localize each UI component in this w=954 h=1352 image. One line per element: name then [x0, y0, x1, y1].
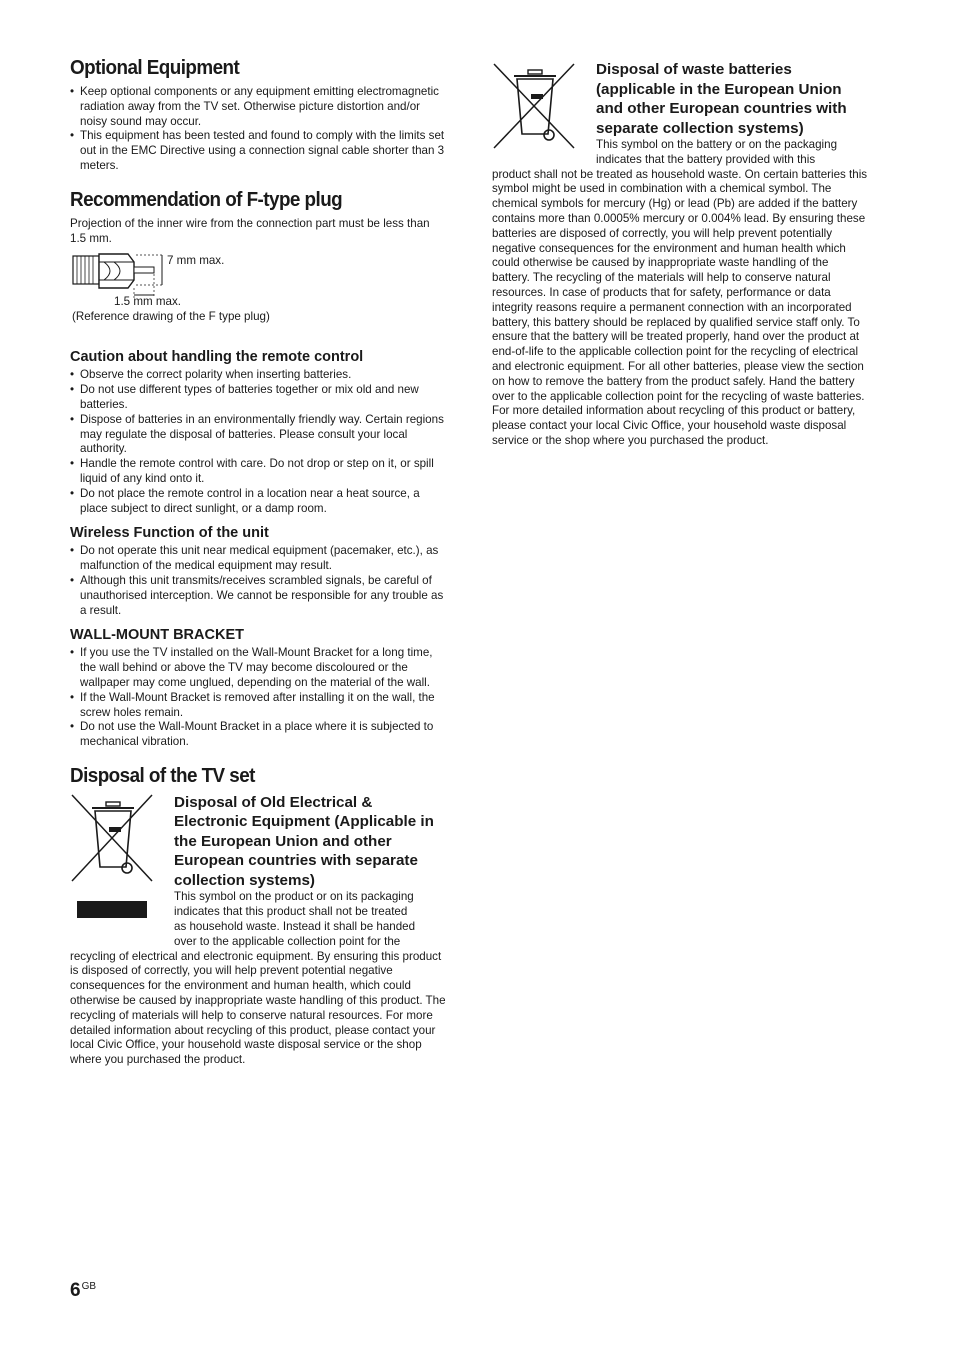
disposal-tv-section: [70, 793, 448, 1068]
battery-disposal-text-line: This symbol on the battery or on the packaging: [596, 138, 838, 151]
page-suffix: GB: [81, 1281, 97, 1292]
f-type-plug-heading: Recommendation of F-type plug: [70, 187, 343, 211]
list-item: • This equipment has been tested and found to comply with the limits set out in the EMC Directive using a connection signal cable shorter than 3 meters.: [70, 129, 448, 173]
list-item: • If you use the TV installed on the Wall-Mount Bracket for a long time, the wall behind or above the TV may become discoloured or the wallpaper may come unglued, depending on the material of the wall.: [70, 646, 448, 690]
list-item: • Do not operate this unit near medical equipment (pacemaker, etc.), as malfunction of the medical equipment may result.: [70, 544, 448, 574]
disposal-tv-heading: Disposal of the TV set: [70, 763, 255, 787]
wall-mount-list: [70, 646, 448, 750]
remote-caution-heading: Caution about handling the remote control: [70, 349, 364, 366]
disposal-tv-text-line: indicates that this product shall not be treated: [174, 905, 408, 919]
list-item: • Dispose of batteries in an environmentally friendly way. Certain regions may regulate the disposal of batteries. Please consult your local authority.: [70, 413, 448, 457]
battery-disposal-subheading: Disposal of waste batteries (applicable in the European Union and other European countries with separate collection systems): [596, 61, 847, 137]
list-item: • Although this unit transmits/receives scrambled signals, be careful of unauthorised interception. We cannot be responsible for any trouble as a result.: [70, 574, 448, 618]
f-type-plug-drawing: [70, 252, 448, 340]
crossed-bin-icon: [492, 60, 578, 152]
disposal-tv-text-line: This symbol on the product or on its packaging: [174, 890, 414, 904]
remote-caution-list: [70, 368, 448, 516]
list-item: • Handle the remote control with care. Do not drop or step on it, or spill liquid of any kind onto it.: [70, 457, 448, 487]
dimension-label-7mm: 7 mm max.: [167, 254, 225, 268]
list-item: • Do not place the remote control in a location near a heat source, a place subject to direct sunlight, or a damp room.: [70, 487, 448, 517]
f-type-plug-text: Projection of the inner wire from the connection part must be less than 1.5 mm.: [70, 216, 430, 245]
wireless-list: [70, 544, 448, 618]
list-item: • Do not use different types of batteries together or mix old and new batteries.: [70, 383, 448, 413]
date-bar: [77, 901, 147, 918]
battery-disposal-text-line: indicates that the battery provided with this: [596, 152, 816, 166]
optional-equipment-heading: Optional Equipment: [70, 56, 240, 79]
right-column: [492, 60, 868, 449]
disposal-tv-text: recycling of electrical and electronic equipment. By ensuring this product is disposed of correctly, you will help prevent potential negative consequences for the environment and human health, which could otherwise be caused by inappropriate waste handling of this product. The recycling of materials will help to conserve natural resources. For more detailed information about recycling of this product, please contact your local Civic Office, your household waste disposal service or the shop where you purchased the product.: [70, 949, 446, 1067]
disposal-tv-subheading: Disposal of Old Electrical & Electronic Equipment (Applicable in the European Union and other European countries with separate collection systems): [174, 793, 434, 889]
page-number: [70, 1280, 96, 1302]
list-item: • Do not use the Wall-Mount Bracket in a place where it is subjected to mechanical vibration.: [70, 720, 448, 750]
battery-disposal-text: product shall not be treated as household waste. On certain batteries this symbol might be used in combination with a chemical symbol. The chemical symbols for mercury (Hg) or lead (Pb) are added if the battery contains more than 0.0005% mercury or 0.004% lead. By ensuring these batteries are disposed of correctly, you will help prevent potentially negative consequences for the environment and human health which could otherwise be caused by inappropriate waste handling of the battery. The recycling of the materials will help to conserve natural resources. In case of products that for safety, performance or data integrity reasons require a permanent connection with an incorporated battery, this battery should be replaced by qualified service staff only. To ensure that the battery will be treated properly, hand over the product at end-of-life to the applicable collection point for the recycling of electrical and electronic equipment. For all other batteries, please view the section on how to remove the battery from the product safely. Hand the battery over to the applicable collection point for the recycling of waste batteries. For more detailed information about recycling of this product or battery, please contact your local Civic Office, your household waste disposal service or the shop where you purchased the product.: [492, 167, 868, 447]
list-item: • Observe the correct polarity when inserting batteries.: [70, 368, 448, 383]
left-column: [70, 56, 448, 1068]
crossed-bin-icon: [70, 793, 156, 889]
list-item: • Keep optional components or any equipment emitting electromagnetic radiation away from the TV set. Otherwise picture distortion and/or noisy sound may occur.: [70, 85, 448, 129]
wireless-heading: Wireless Function of the unit: [70, 525, 269, 542]
f-plug-caption: (Reference drawing of the F type plug): [72, 310, 270, 324]
dimension-label-1-5mm: 1.5 mm max.: [114, 295, 181, 309]
list-item: • If the Wall-Mount Bracket is removed after installing it on the wall, the screw holes remain.: [70, 691, 448, 721]
optional-equipment-list: [70, 85, 448, 174]
wall-mount-heading: WALL-MOUNT BRACKET: [70, 627, 244, 644]
battery-disposal-section: [492, 60, 868, 449]
disposal-tv-text-line: as household waste. Instead it shall be handed: [174, 920, 416, 933]
page-number-value: 6: [70, 1280, 81, 1301]
disposal-tv-text-line: over to the applicable collection point for the: [174, 934, 401, 948]
